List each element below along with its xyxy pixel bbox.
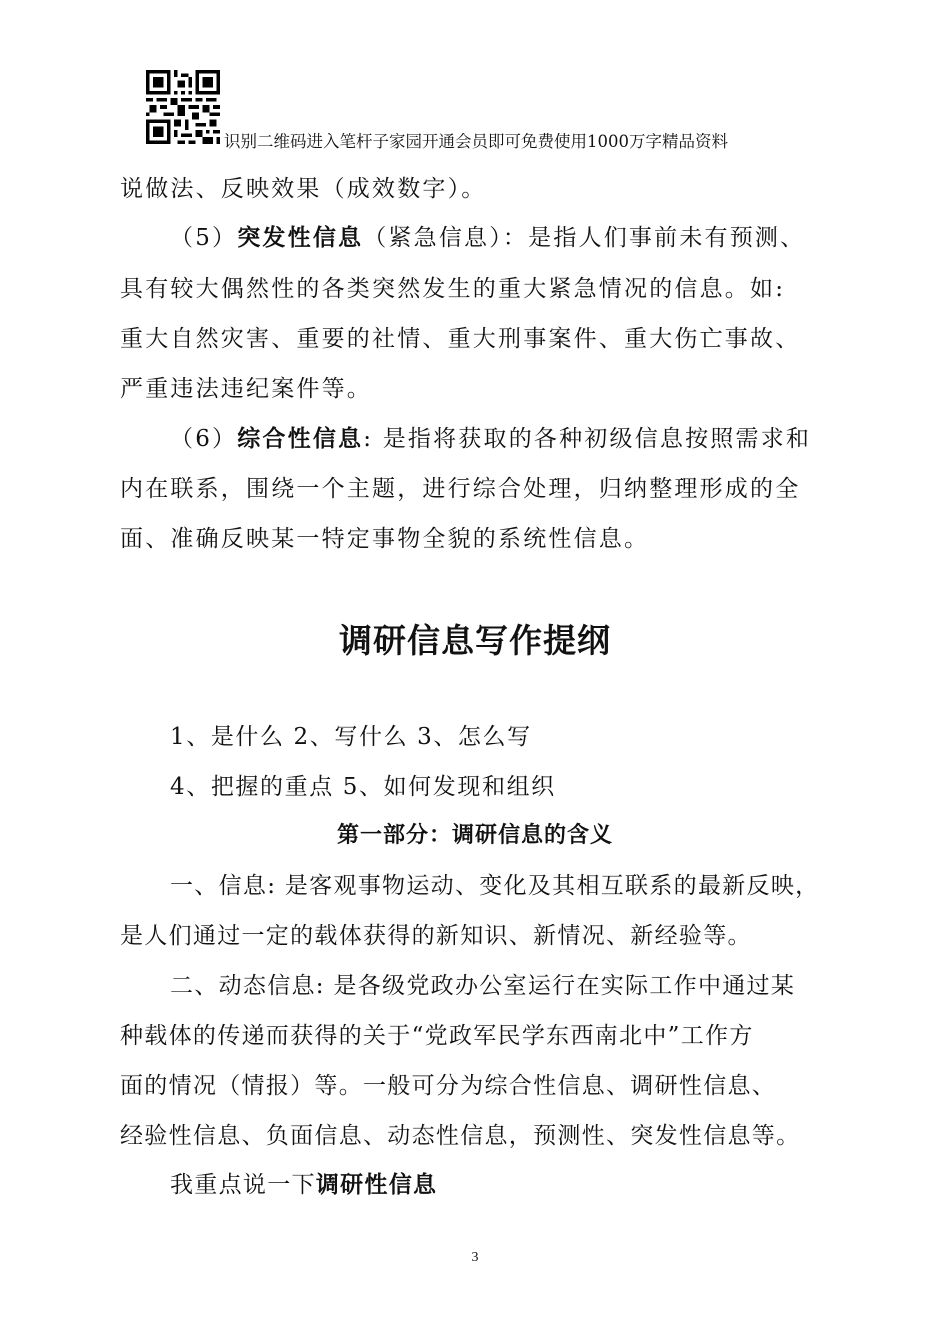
lead-text: 我重点说一下 [170,1172,316,1198]
qr-code-icon [146,70,220,144]
paragraph-line: 说做法、反映效果（成效数字）。 [120,176,487,202]
paragraph-line [170,1166,437,1199]
header-banner-text: 识别二维码进入笔杆子家园开通会员即可免费使用1000万字精品资料 [224,132,728,151]
paragraph-line: 面、准确反映某一特定事物全貌的系统性信息。 [120,526,650,552]
paragraph-line: 重大自然灾害、重要的社情、重大刑事案件、重大伤亡事故、 [120,326,801,352]
paragraph-line: 经验性信息、负面信息、动态性信息，预测性、突发性信息等。 [120,1123,801,1149]
item-number: （6） [170,426,238,452]
paragraph-line: 一、信息: 是客观事物运动、变化及其相互联系的最新反映， [170,873,820,899]
bold-term: 综合性信息 [237,426,364,452]
bold-term: 突发性信息 [237,225,364,251]
paragraph-line [170,219,805,252]
document-title: 调研信息写作提纲 [339,621,611,660]
paragraph-line: 内在联系，围绕一个主题，进行综合处理，归纳整理形成的全 [120,476,801,502]
paragraph-line: 面的情况（情报）等。一般可分为综合性信息、调研性信息、 [120,1073,777,1099]
qr-code-image [146,70,220,144]
paragraph-line: 种载体的传递而获得的关于“党政军民学东西南北中”工作方 [120,1023,754,1049]
page-number: 3 [471,1250,479,1265]
paragraph-line: 是人们通过一定的载体获得的新知识、新情况、新经验等。 [120,923,752,949]
outline-line: 4、把握的重点 5、如何发现和组织 [170,774,556,800]
paragraph-line: 具有较大偶然性的各类突然发生的重大紧急情况的信息。如: [120,276,786,302]
paragraph-line: 严重违法违纪案件等。 [120,376,372,402]
term-definition: （紧急信息）：是指人们事前未有预测、 [363,225,806,251]
paragraph-line: 二、动态信息: 是各级党政办公室运行在实际工作中通过某 [170,973,796,999]
item-number: （5） [170,225,238,251]
term-definition: : 是指将获取的各种初级信息按照需求和 [363,426,812,452]
bold-term: 调研性信息 [315,1172,438,1198]
paragraph-line [170,420,811,453]
outline-line: 1、是什么 2、写什么 3、怎么写 [170,724,532,750]
section-heading: 第一部分：调研信息的含义 [336,823,613,848]
